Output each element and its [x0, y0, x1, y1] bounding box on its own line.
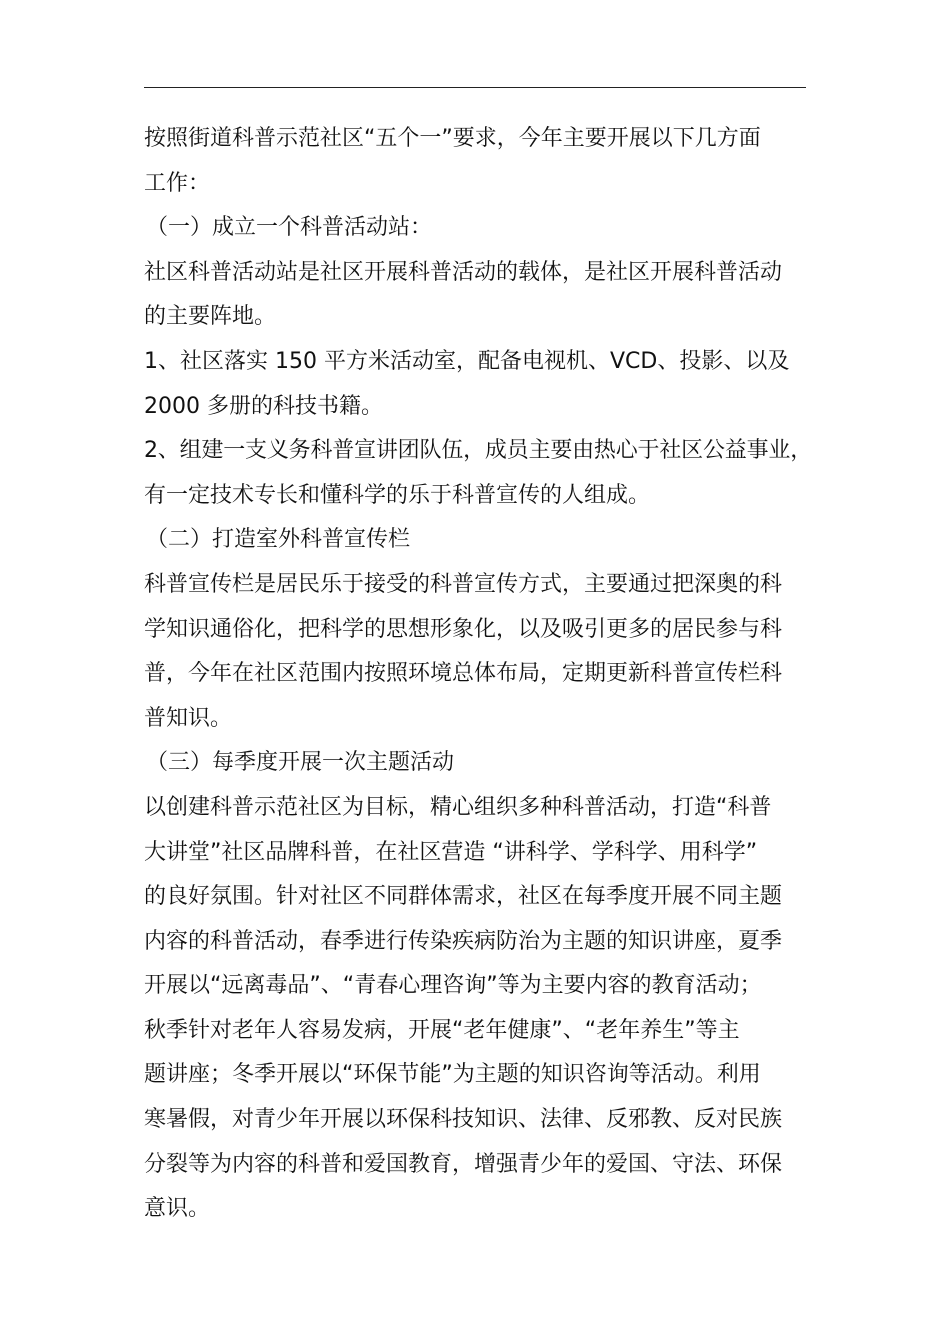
section-heading-2: （二）打造室外科普宣传栏	[146, 527, 411, 553]
text-line-18: 的良好氛围。针对社区不同群体需求，社区在每季度开展不同主题	[144, 884, 783, 910]
text-line-16: 以创建科普示范社区为目标，精心组织多种科普活动，打造“科普	[144, 794, 772, 820]
document-body	[144, 117, 812, 1232]
header-rule	[144, 87, 806, 88]
text-line-19: 内容的科普活动，春季进行传染疾病防治为主题的知识讲座，夏季	[144, 928, 783, 954]
text-line-7: 2000 多册的科技书籍。	[144, 393, 383, 419]
text-line-1: 按照街道科普示范社区“五个一”要求，今年主要开展以下几方面	[144, 126, 761, 151]
text-line-9: 有一定技术专长和懂科学的乐于科普宣传的人组成。	[144, 482, 651, 508]
text-line-11: 科普宣传栏是居民乐于接受的科普宣传方式，主要通过把深奥的科	[144, 571, 783, 597]
text-line-21: 秋季针对老年人容易发病，开展“老年健康”、“老年养生”等主	[144, 1017, 740, 1043]
text-line-5: 的主要阵地。	[144, 304, 277, 330]
text-line-6: 1、社区落实 150 平方米活动室，配备电视机、VCD、投影、以及	[144, 348, 790, 374]
text-line-12: 学知识通俗化，把科学的思想形象化，以及吸引更多的居民参与科	[144, 616, 783, 642]
section-heading-1: （一）成立一个科普活动站：	[146, 215, 433, 241]
text-line-25: 意识。	[144, 1196, 211, 1222]
text-line-20: 开展以“远离毒品”、“青春心理咨询”等为主要内容的教育活动；	[144, 973, 762, 999]
text-line-4: 社区科普活动站是社区开展科普活动的载体，是社区开展科普活动	[144, 259, 783, 285]
text-line-23: 寒暑假，对青少年开展以环保科技知识、法律、反邪教、反对民族	[144, 1107, 783, 1133]
text-line-22: 题讲座；冬季开展以“环保节能”为主题的知识咨询等活动。利用	[144, 1062, 761, 1088]
text-line-2: 工作：	[144, 170, 211, 196]
text-line-24: 分裂等为内容的科普和爱国教育，增强青少年的爱国、守法、环保	[144, 1151, 783, 1177]
section-heading-3: （三）每季度开展一次主题活动	[146, 750, 455, 776]
text-line-14: 普知识。	[144, 705, 233, 731]
text-line-17: 大讲堂”社区品牌科普，在社区营造 “讲科学、学科学、用科学”	[144, 839, 758, 865]
text-line-13: 普，今年在社区范围内按照环境总体布局，定期更新科普宣传栏科	[144, 661, 783, 687]
text-line-8: 2、组建一支义务科普宣讲团队伍，成员主要由热心于社区公益事业，	[144, 438, 812, 464]
